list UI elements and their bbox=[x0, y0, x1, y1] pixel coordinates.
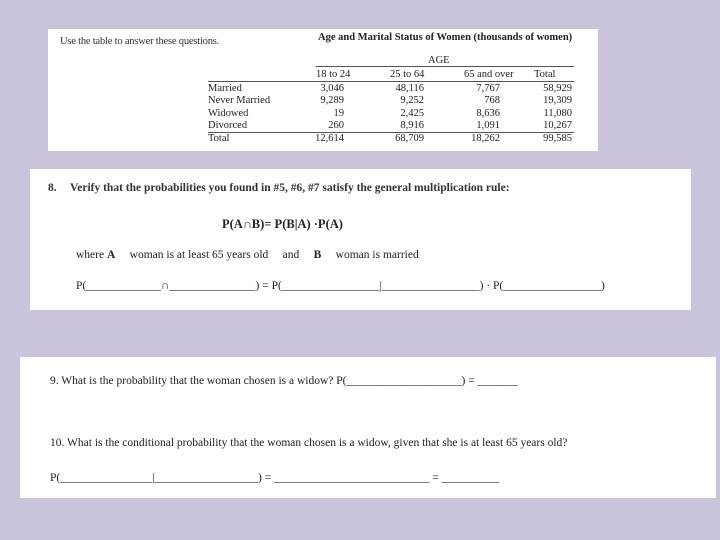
row-label-total: Total bbox=[208, 133, 230, 144]
table-cell: 99,585 bbox=[543, 133, 572, 144]
column-header-18-24: 18 to 24 bbox=[316, 69, 351, 80]
table-cell: 1,091 bbox=[476, 120, 500, 131]
table-cell: 260 bbox=[328, 120, 344, 131]
question-8-panel bbox=[30, 169, 691, 310]
question-10-answer-blanks: P(________________|__________________) = ___________________________ = __________ bbox=[50, 472, 500, 484]
row-label-never-married: Never Married bbox=[208, 95, 271, 106]
question-10-text: 10. What is the conditional probability that the woman chosen is a widow, given that she is at least 65 years old? bbox=[50, 437, 568, 449]
table-cell: 768 bbox=[484, 95, 500, 106]
row-label-divorced: Divorced bbox=[208, 120, 248, 131]
table-cell: 18,262 bbox=[471, 133, 500, 144]
table-cell: 10,267 bbox=[543, 120, 572, 131]
row-label-widowed: Widowed bbox=[208, 108, 249, 119]
column-header-total: Total bbox=[534, 69, 556, 80]
table-rule-header bbox=[208, 81, 574, 82]
where-word: where bbox=[76, 249, 105, 261]
table-title: Age and Marital Status of Women (thousands of women) bbox=[318, 32, 573, 43]
table-rule-top bbox=[316, 66, 574, 67]
table-cell: 19,309 bbox=[543, 95, 572, 106]
question-9-text: 9. What is the probability that the woman chosen is a widow? P(____________________) = _______ bbox=[50, 375, 518, 387]
table-cell: 58,929 bbox=[543, 83, 572, 94]
instruction-text: Use the table to answer these questions. bbox=[60, 36, 220, 47]
table-cell: 2,425 bbox=[400, 108, 424, 119]
table-cell: 7,767 bbox=[476, 83, 500, 94]
table-cell: 12,614 bbox=[315, 133, 344, 144]
column-header-25-64: 25 to 64 bbox=[390, 69, 425, 80]
table-cell: 3,046 bbox=[320, 83, 344, 94]
question-8-answer-blanks: P(_____________∩_______________) = P(_________________|_________________) · P(_________________) bbox=[76, 280, 605, 292]
table-cell: 8,916 bbox=[400, 120, 424, 131]
table-cell: 9,289 bbox=[320, 95, 344, 106]
table-cell: 48,116 bbox=[395, 83, 424, 94]
age-header: AGE bbox=[428, 55, 450, 66]
row-label-married: Married bbox=[208, 83, 242, 94]
questions-9-10-panel bbox=[20, 357, 716, 498]
question-8-text: Verify that the probabilities you found in #5, #6, #7 satisfy the general multiplication rule: bbox=[70, 182, 510, 194]
variable-a: A bbox=[106, 249, 116, 261]
table-cell: 11,080 bbox=[543, 108, 572, 119]
column-header-65-over: 65 and over bbox=[464, 69, 514, 80]
multiplication-rule-formula: P(A∩B)= P(B|A) ·P(A) bbox=[222, 217, 343, 231]
and-word: and bbox=[282, 249, 300, 261]
variable-definitions bbox=[76, 249, 419, 261]
table-cell: 68,709 bbox=[395, 133, 424, 144]
table-panel bbox=[48, 29, 598, 151]
definition-a: woman is at least 65 years old bbox=[129, 249, 269, 261]
variable-b: B bbox=[313, 249, 322, 261]
table-cell: 19 bbox=[333, 108, 344, 119]
question-8-prompt bbox=[48, 182, 510, 194]
table-cell: 9,252 bbox=[400, 95, 424, 106]
table-cell: 8,636 bbox=[476, 108, 500, 119]
question-8-number: 8. bbox=[48, 182, 57, 194]
definition-b: woman is married bbox=[335, 249, 419, 261]
